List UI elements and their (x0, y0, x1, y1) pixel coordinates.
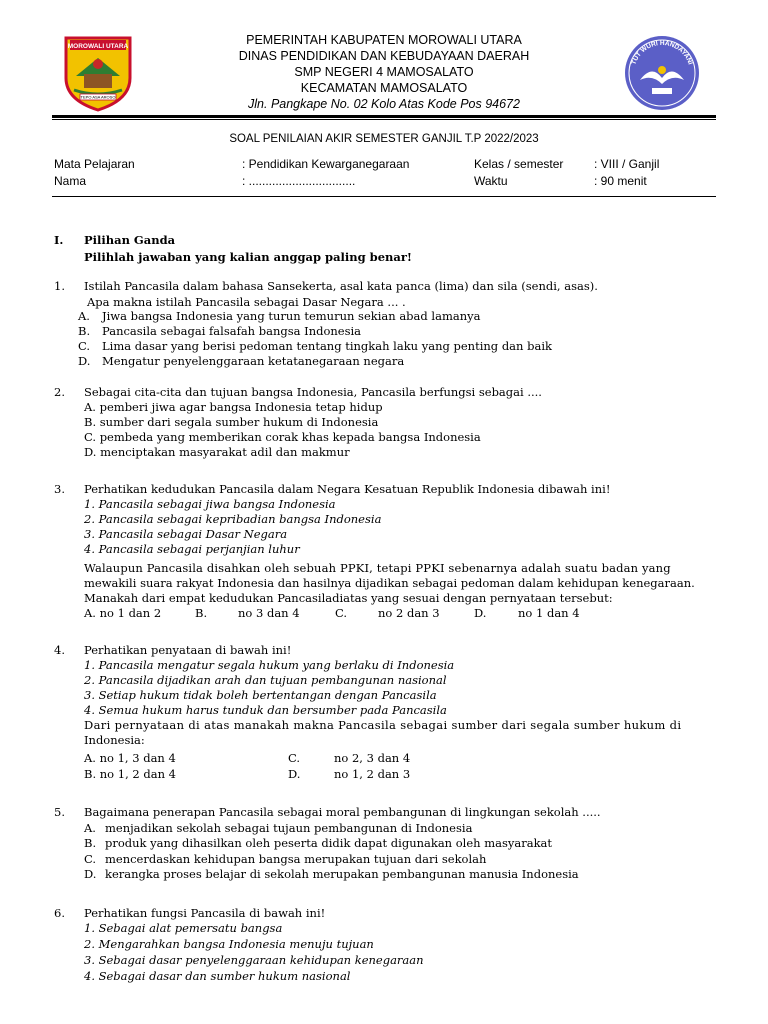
info-separator (52, 196, 716, 197)
q5-option-letter: D. (84, 867, 97, 881)
q1-option-letter: A. (78, 309, 90, 323)
q4-number: 4. (54, 643, 65, 657)
subject-value: : Pendidikan Kewarganegaraan (242, 157, 410, 171)
q1-option-letter: B. (78, 324, 91, 338)
header-line-2: DINAS PENDIDIKAN DAN KEBUDAYAAN DAERAH (238, 49, 530, 63)
q6-item: 1. Sebagai alat pemersatu bangsa (84, 921, 283, 935)
svg-text:TUT WURI HANDAYANI: TUT WURI HANDAYANI (630, 39, 694, 66)
q6-item: 2. Mengarahkan bangsa Indonesia menuju tujuan (84, 937, 374, 951)
q1-option-letter: C. (78, 339, 91, 353)
class-value: : VIII / Ganjil (594, 157, 660, 171)
q3-answer-value: no 3 dan 4 (238, 606, 300, 620)
subject-label: Mata Pelajaran (54, 157, 135, 171)
q6-text: Perhatikan fungsi Pancasila di bawah ini! (84, 906, 326, 920)
svg-text:MOROWALI UTARA: MOROWALI UTARA (67, 43, 129, 50)
q1-number: 1. (54, 279, 65, 293)
q5-option-text: produk yang dihasilkan oleh peserta didik dapat digunakan oleh masyarakat (105, 836, 553, 850)
header-rule-thick (52, 115, 716, 118)
q5-text: Bagaimana penerapan Pancasila sebagai moral pembangunan di lingkungan sekolah ..... (84, 805, 601, 819)
q3-text: Perhatikan kedudukan Pancasila dalam Negara Kesatuan Republik Indonesia dibawah ini! (84, 482, 611, 496)
time-value: : 90 menit (594, 174, 647, 188)
section-title: Pilihan Ganda (84, 233, 176, 247)
q4-answer-letter: C. (288, 751, 301, 765)
q4-paragraph: Dari pernyataan di atas manakah makna Pancasila sebagai sumber dari segala sumber hukum di (84, 718, 682, 732)
section-instruction: Pilihlah jawaban yang kalian anggap paling benar! (84, 250, 412, 264)
q4-item: 3. Setiap hukum tidak boleh bertentangan dengan Pancasila (84, 688, 437, 702)
q4-item: 1. Pancasila mengatur segala hukum yang berlaku di Indonesia (84, 658, 455, 672)
q3-answer: A. no 1 dan 2 (84, 606, 162, 620)
name-label: Nama (54, 174, 87, 188)
q5-number: 5. (54, 805, 65, 819)
q5-option-text: kerangka proses belajar di sekolah merupakan pembangunan manusia Indonesia (105, 867, 579, 881)
q4-paragraph: Indonesia: (84, 733, 145, 747)
q3-answer-letter: C. (335, 606, 348, 620)
header-address: Jln. Pangkape No. 02 Kolo Atas Kode Pos 94672 (248, 97, 520, 111)
header-line-4: KECAMATAN MAMOSALATO (300, 81, 468, 95)
q1-option-text: Pancasila sebagai falsafah bangsa Indonesia (102, 324, 362, 338)
name-value: : ................................ (242, 174, 356, 188)
q2-option: B. sumber dari segala sumber hukum di Indonesia (84, 415, 379, 429)
q4-answer-letter: D. (288, 767, 301, 781)
q5-option-letter: A. (84, 821, 96, 835)
q3-item: 3. Pancasila sebagai Dasar Negara (84, 527, 288, 541)
q2-option: A. pemberi jiwa agar bangsa Indonesia tetap hidup (84, 400, 383, 414)
section-number: I. (54, 233, 64, 247)
exam-title: SOAL PENILAIAN AKIR SEMESTER GANJIL T.P 2022/2023 (229, 133, 539, 145)
q4-item: 2. Pancasila dijadikan arah dan tujuan pembangunan nasional (84, 673, 447, 687)
header-line-1: PEMERINTAH KABUPATEN MOROWALI UTARA (246, 33, 522, 47)
q2-option: C. pembeda yang memberikan corak khas kepada bangsa Indonesia (84, 430, 481, 444)
q4-answer-value: no 1, 2 dan 3 (334, 767, 411, 781)
q3-answer-letter: B. (195, 606, 208, 620)
time-label: Waktu (474, 174, 508, 188)
q1-option-text: Mengatur penyelenggaraan ketatanegaraan negara (102, 354, 405, 368)
q3-number: 3. (54, 482, 65, 496)
svg-text:TEPO ASA AROSO: TEPO ASA AROSO (80, 94, 116, 100)
q3-paragraph: mewakili suara rakyat Indonesia dan hasilnya dijadikan sebagai pedoman dalam kehidupan kenegaraan. (84, 576, 695, 590)
q6-number: 6. (54, 906, 65, 920)
q5-option-letter: B. (84, 836, 97, 850)
q5-option-text: mencerdaskan kehidupan bangsa merupakan tujuan dari sekolah (105, 852, 487, 866)
q3-paragraph: Manakah dari empat kedudukan Pancasiladiatas yang sesuai dengan pernyataan tersebut: (84, 591, 613, 605)
q3-item: 1. Pancasila sebagai jiwa bangsa Indonesia (84, 497, 336, 511)
q2-text: Sebagai cita-cita dan tujuan bangsa Indonesia, Pancasila berfungsi sebagai .... (84, 385, 542, 399)
q3-answer-value: no 1 dan 4 (518, 606, 580, 620)
q4-answer: A. no 1, 3 dan 4 (84, 751, 176, 765)
q3-item: 2. Pancasila sebagai kepribadian bangsa Indonesia (84, 512, 382, 526)
q3-item: 4. Pancasila sebagai perjanjian luhur (84, 542, 300, 556)
q5-option-letter: C. (84, 852, 97, 866)
q4-text: Perhatikan penyataan di bawah ini! (84, 643, 292, 657)
q2-option: D. menciptakan masyarakat adil dan makmur (84, 445, 350, 459)
header-rule-thin (52, 119, 716, 120)
q1-option-letter: D. (78, 354, 91, 368)
q3-paragraph: Walaupun Pancasila disahkan oleh sebuah PPKI, tetapi PPKI sebenarnya adalah suatu badan yang (84, 561, 671, 575)
header-line-3: SMP NEGERI 4 MAMOSALATO (294, 65, 474, 79)
q5-option-text: menjadikan sekolah sebagai tujaun pembangunan di Indonesia (105, 821, 473, 835)
q1-text: Istilah Pancasila dalam bahasa Sansekerta, asal kata panca (lima) dan sila (sendi, asas). (84, 279, 598, 293)
q2-number: 2. (54, 385, 65, 399)
q6-item: 4. Sebagai dasar dan sumber hukum nasional (84, 969, 351, 983)
q4-answer: B. no 1, 2 dan 4 (84, 767, 176, 781)
q1-text-2: Apa makna istilah Pancasila sebagai Dasar Negara ... . (87, 295, 406, 309)
q3-answer-value: no 2 dan 3 (378, 606, 440, 620)
class-label: Kelas / semester (474, 157, 564, 171)
q4-answer-value: no 2, 3 dan 4 (334, 751, 411, 765)
q4-item: 4. Semua hukum harus tunduk dan bersumber pada Pancasila (84, 703, 447, 717)
q1-option-text: Lima dasar yang berisi pedoman tentang tingkah laku yang penting dan baik (102, 339, 552, 353)
q6-item: 3. Sebagai dasar penyelenggaraan kehidupan kenegaraan (84, 953, 424, 967)
q1-option-text: Jiwa bangsa Indonesia yang turun temurun sekian abad lamanya (102, 309, 481, 323)
q3-answer-letter: D. (474, 606, 487, 620)
